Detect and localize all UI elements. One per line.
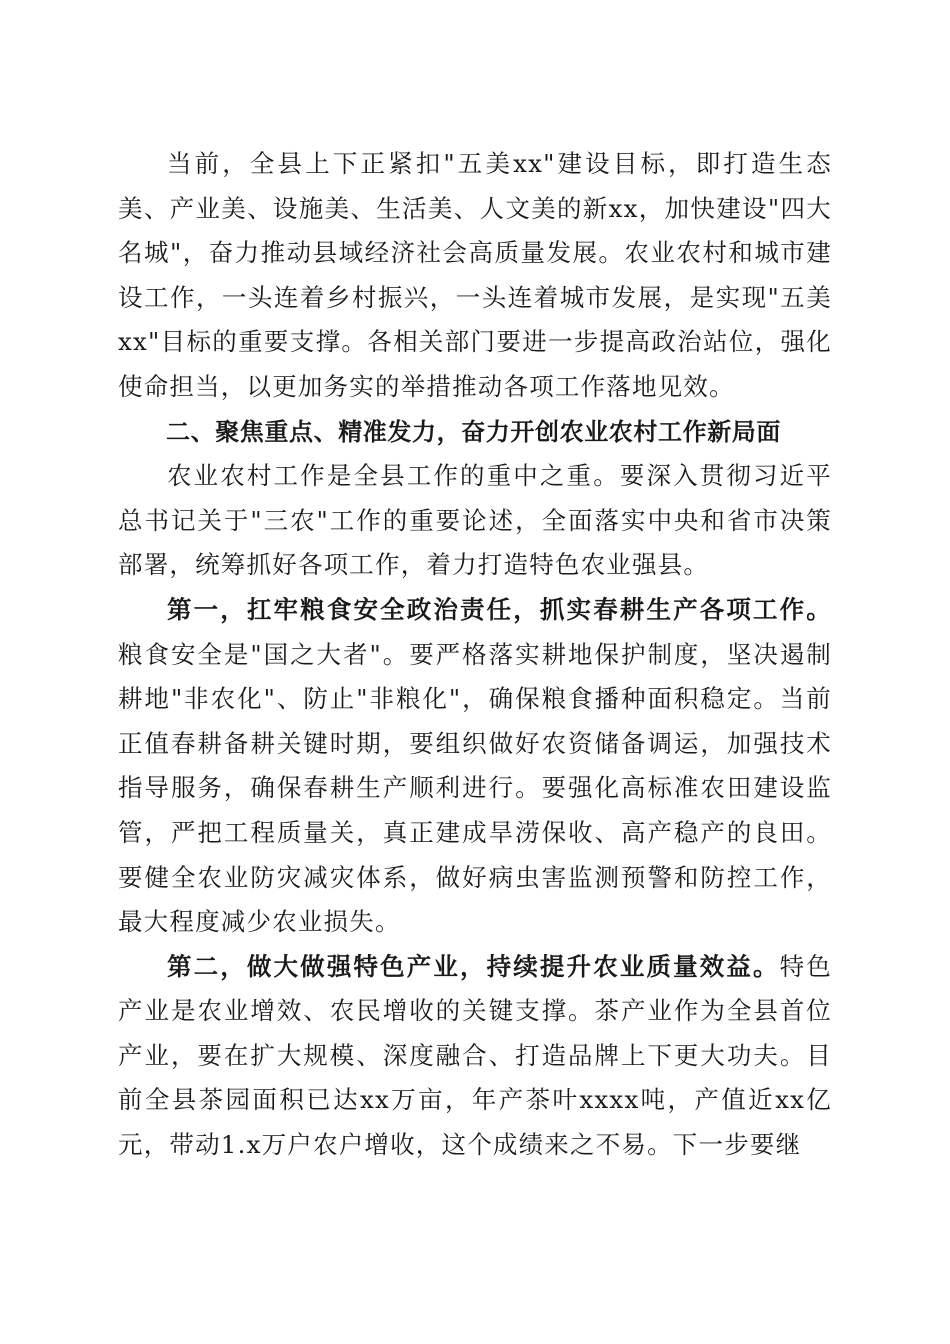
- paragraph-specialty-industry-body: 特色产业是农业增效、农民增收的关键支撑。茶产业作为全县首位产业，要在扩大规模、深度融合、打造品牌上下更大功夫。目前全县茶园面积已达xx万亩，年产茶叶xxxx吨，产值近xx亿元，带动1.x万户农户增收，这个成绩来之不易。下一步要继: [118, 951, 832, 1160]
- paragraph-intro: 当前，全县上下正紧扣"五美xx"建设目标，即打造生态美、产业美、设施美、生活美、人文美的新xx，加快建设"四大名城"，奋力推动县域经济社会高质量发展。农业农村和城市建设工作，一头连着乡村振兴，一头连着城市发展，是实现"五美xx"目标的重要支撑。各相关部门要进一步提高政治站位，强化使命担当，以更加务实的举措推动各项工作落地见效。: [118, 149, 832, 401]
- paragraph-food-security-lead: 第一，扛牢粮食安全政治责任，抓实春耕生产各项工作。: [167, 594, 832, 624]
- paragraph-food-security: [118, 588, 832, 945]
- paragraph-specialty-industry-lead: 第二，做大做强特色产业，持续提升农业质量效益。: [167, 951, 780, 981]
- paragraph-agriculture-overview: 农业农村工作是全县工作的重中之重。要深入贯彻习近平总书记关于"三农"工作的重要论述，全面落实中央和省市决策部署，统筹抓好各项工作，着力打造特色农业强县。: [118, 461, 832, 580]
- document-body: [118, 142, 832, 1168]
- paragraph-food-security-body: 粮食安全是"国之大者"。要严格落实耕地保护制度，坚决遏制耕地"非农化"、防止"非粮化"，确保粮食播种面积稳定。当前正值春耕备耕关键时期，要组织做好农资储备调运，加强技术指导服务，确保春耕生产顺利进行。要强化高标准农田建设监管，严把工程质量关，真正建成旱涝保收、高产稳产的良田。要健全农业防灾减灾体系，做好病虫害监测预警和防控工作，最大程度减少农业损失。: [118, 639, 832, 937]
- paragraph-specialty-industry: [118, 945, 832, 1168]
- section-heading: 二、聚焦重点、精准发力，奋力开创农业农村工作新局面: [166, 417, 781, 446]
